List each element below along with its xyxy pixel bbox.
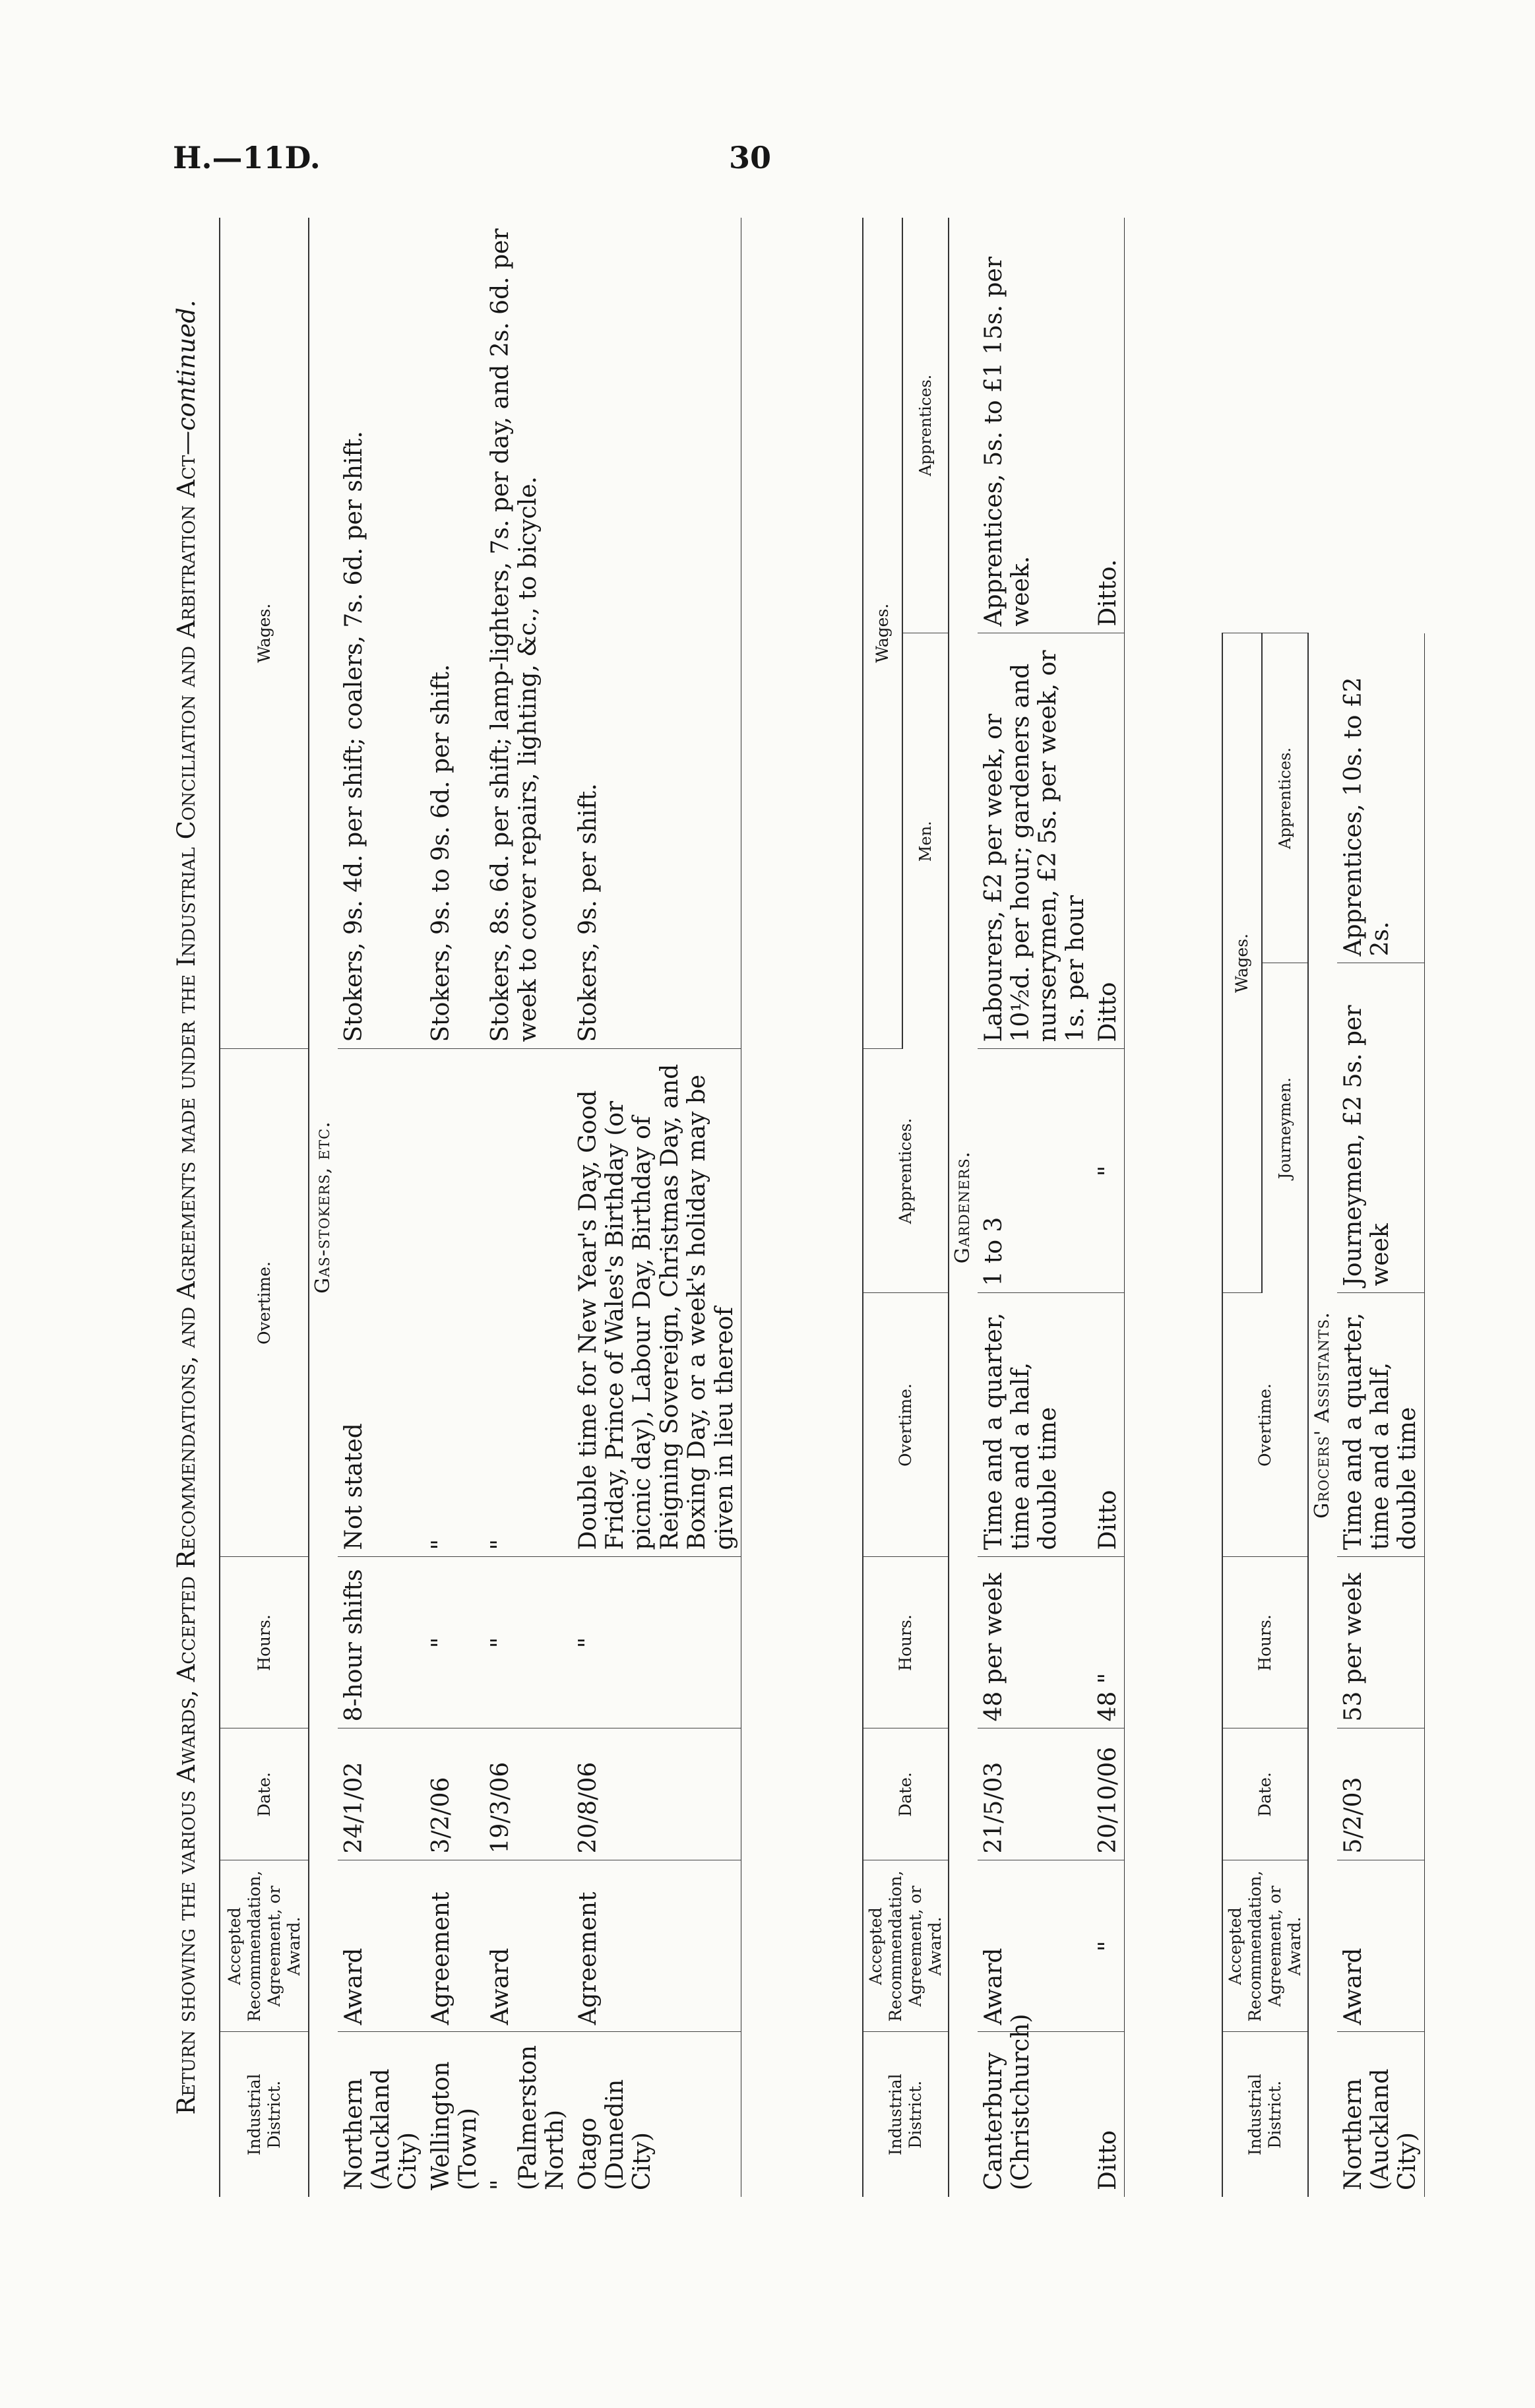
journeymen-wages-cell: Journeymen, £2 5s. per week xyxy=(1337,963,1425,1293)
overtime-cell: " xyxy=(484,1049,571,1557)
hours-cell: " xyxy=(572,1557,741,1728)
table-row xyxy=(978,218,1092,2197)
district-cell: Wellington (Town) xyxy=(427,2061,482,2190)
table-row xyxy=(1337,218,1425,2197)
type-cell: " xyxy=(1092,1860,1125,2032)
col-wages: Wages. xyxy=(220,218,309,1049)
grocers-assistants-table xyxy=(1222,218,1425,2197)
district-cell: Northern (Auckland City) xyxy=(1337,2032,1425,2197)
blank-column xyxy=(1222,218,1308,633)
date-cell: 24/1/02 xyxy=(338,1728,425,1860)
overtime-cell: " xyxy=(425,1049,485,1557)
type-cell: Award xyxy=(978,1860,1092,2032)
col-wages: Wages. xyxy=(863,218,902,1049)
apprentice-wages-cell: Apprentices, 5s. to £1 15s. per week. xyxy=(978,218,1092,633)
table-row xyxy=(484,218,571,2197)
col-overtime: Overtime. xyxy=(1222,1293,1308,1557)
district-cell: Ditto xyxy=(1092,2032,1125,2197)
table-row xyxy=(338,218,425,2197)
table-title xyxy=(173,218,201,2197)
men-wages-cell: Ditto xyxy=(1092,633,1125,1049)
hours-cell: 8-hour shifts xyxy=(338,1557,425,1728)
men-wages-cell: Labourers, £2 per week, or 10½d. per hour; gardeners and nurserymen, £2 5s. per week, or 1s. per hour xyxy=(978,633,1092,1049)
wages-cell: Stokers, 9s. 4d. per shift; coalers, 7s. 6d. per shift. xyxy=(338,218,425,1049)
col-overtime: Overtime. xyxy=(863,1293,949,1557)
hours-cell: 48 " xyxy=(1092,1557,1125,1728)
col-date: Date. xyxy=(1222,1728,1308,1860)
apprentices-cell: " xyxy=(1092,1049,1125,1293)
table-row xyxy=(572,218,741,2197)
col-type: Accepted Recommendation, Agreement, or Award. xyxy=(220,1860,309,2032)
type-cell: Agreement xyxy=(572,1860,741,2032)
col-hours: Hours. xyxy=(220,1557,309,1728)
date-cell: 3/2/06 xyxy=(425,1728,485,1860)
wages-cell: Stokers, 8s. 6d. per shift; lamp-lighters, 7s. per day, and 2s. 6d. per week to cover repairs, lighting, &c., to bicycle. xyxy=(484,218,571,1049)
table-row xyxy=(1092,218,1125,2197)
section-gas-stokers: Gas-stokers, etc. xyxy=(311,1121,334,1294)
col-district: Industrial District. xyxy=(863,2032,949,2197)
section-grocers-assistants: Grocers' Assistants. xyxy=(1311,1312,1334,1519)
type-cell: Award xyxy=(1337,1860,1425,2032)
overtime-cell: Time and a quarter, time and a half, double time xyxy=(1337,1293,1425,1557)
col-date: Date. xyxy=(220,1728,309,1860)
col-overtime: Overtime. xyxy=(220,1049,309,1557)
apprentice-wages-cell: Ditto. xyxy=(1092,218,1125,633)
type-cell: Agreement xyxy=(425,1860,485,2032)
title-suffix: —continued. xyxy=(172,300,201,456)
overtime-cell: Double time for New Year's Day, Good Friday, Prince of Wales's Birthday (or picnic day), Labour Day, Birthday of Reigning Sovereign, Christmas Day, and Boxing Day, or a week's holiday may be given in lieu thereof xyxy=(572,1049,741,1557)
section-gardeners: Gardeners. xyxy=(951,1151,974,1264)
district-cell: Northern (Auckland City) xyxy=(340,2068,422,2190)
rotated-page-content xyxy=(173,218,1459,2197)
overtime-cell: Not stated xyxy=(338,1049,425,1557)
col-type: Accepted Recommendation, Agreement, or Award. xyxy=(863,1860,949,2032)
col-wages: Wages. xyxy=(1222,633,1262,1293)
wages-cell: Stokers, 9s. to 9s. 6d. per shift. xyxy=(425,218,485,1049)
date-cell: 20/10/06 xyxy=(1092,1728,1125,1860)
blank-cell xyxy=(1337,218,1425,633)
district-cell: Canterbury (Christchurch) xyxy=(980,2013,1034,2190)
col-apprentices: Apprentices. xyxy=(863,1049,949,1293)
col-wages-apprentices: Apprentices. xyxy=(1262,633,1308,963)
table-row xyxy=(425,218,485,2197)
date-cell: 21/5/03 xyxy=(978,1728,1092,1860)
col-date: Date. xyxy=(863,1728,949,1860)
col-wages-apprentices: Apprentices. xyxy=(902,218,949,633)
col-type: Accepted Recommendation, Agreement, or Award. xyxy=(1222,1860,1308,2032)
date-cell: 20/8/06 xyxy=(572,1728,741,1860)
hours-cell: 53 per week xyxy=(1337,1557,1425,1728)
page-number: 30 xyxy=(729,140,772,175)
col-wages-men: Men. xyxy=(902,633,949,1049)
hours-cell: " xyxy=(484,1557,571,1728)
col-district: Industrial District. xyxy=(220,2032,309,2197)
gardeners-table xyxy=(862,218,1125,2197)
col-hours: Hours. xyxy=(863,1557,949,1728)
district-cell: " (Palmerston North) xyxy=(487,2044,569,2190)
type-cell: Award xyxy=(484,1860,571,2032)
apprentices-cell: 1 to 3 xyxy=(978,1049,1092,1293)
title-main: Return showing the various Awards, Accepted Recommendations, and Agreements made under the Industrial Conciliation and Arbitration Act xyxy=(172,455,201,2115)
date-cell: 5/2/03 xyxy=(1337,1728,1425,1860)
hours-cell: 48 per week xyxy=(978,1557,1092,1728)
overtime-cell: Ditto xyxy=(1092,1293,1125,1557)
type-cell: Award xyxy=(338,1860,425,2032)
col-wages-journeymen: Journeymen. xyxy=(1262,963,1308,1293)
district-cell: Otago (Dunedin City) xyxy=(572,2032,741,2197)
wages-cell: Stokers, 9s. per shift. xyxy=(572,218,741,1049)
col-hours: Hours. xyxy=(1222,1557,1308,1728)
hours-cell: " xyxy=(425,1557,485,1728)
overtime-cell: Time and a quarter, time and a half, double time xyxy=(978,1293,1092,1557)
col-district: Industrial District. xyxy=(1222,2032,1308,2197)
apprentice-wages-cell: Apprentices, 10s. to £2 2s. xyxy=(1337,633,1425,963)
gas-stokers-table xyxy=(219,218,741,2197)
date-cell: 19/3/06 xyxy=(484,1728,571,1860)
document-reference: H.—11D. xyxy=(173,140,321,175)
